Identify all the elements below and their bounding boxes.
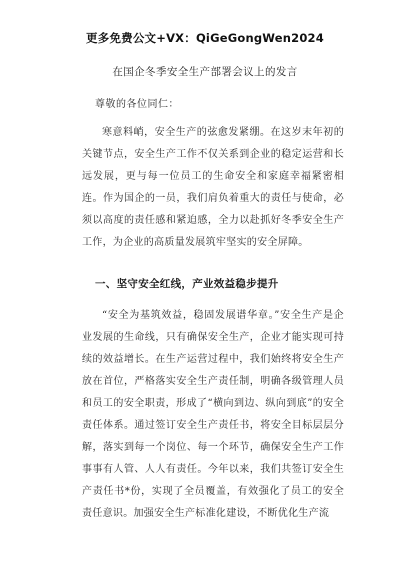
section-paragraph: “安全为基筑效益，稳固发展谱华章。”安全生产是企业发展的生命线，只有确保安全生产，企业才能实现可持续的效益增长。在生产运营过程中，我们始终将安全生产放在首位，严格落实安全生产责任制，明确各级管理人员和员工的安全职责，形成了“横向到边、纵向到底”的安全责任体系。通过签订安全生产责任书，将安全目标层层分解，落实到每一个岗位、每一个环节，确保安全生产工作事事有人管、人人有责任。今年以来，我们共签订安全生产责任书*份，实现了全员覆盖，有效强化了员工的安全责任意识。加强安全生产标准化建设，不断优化生产流	[82, 310, 344, 519]
salutation: 尊敬的各位同仁：	[95, 99, 179, 110]
promo-header: 更多免费公文+VX：QiGeGongWen2024	[86, 31, 324, 45]
document-title: 在国企冬季安全生产部署会议上的发言	[112, 66, 298, 78]
section-heading: 一、坚守安全红线，产业效益稳步提升	[95, 278, 279, 290]
body-paragraph: 寒意料峭，安全生产的弦愈发紧绷。在这岁末年初的关键节点，安全生产工作不仅关系到企业的稳定运营和长远发展，更与每一位员工的生命安全和家庭幸福紧密相连。作为国企的一员，我们肩负着重大的责任与使命，必须以高度的责任感和紧迫感，全力以赴抓好冬季安全生产工作，为企业的高质量发展筑牢坚实的安全屏障。	[82, 127, 344, 248]
